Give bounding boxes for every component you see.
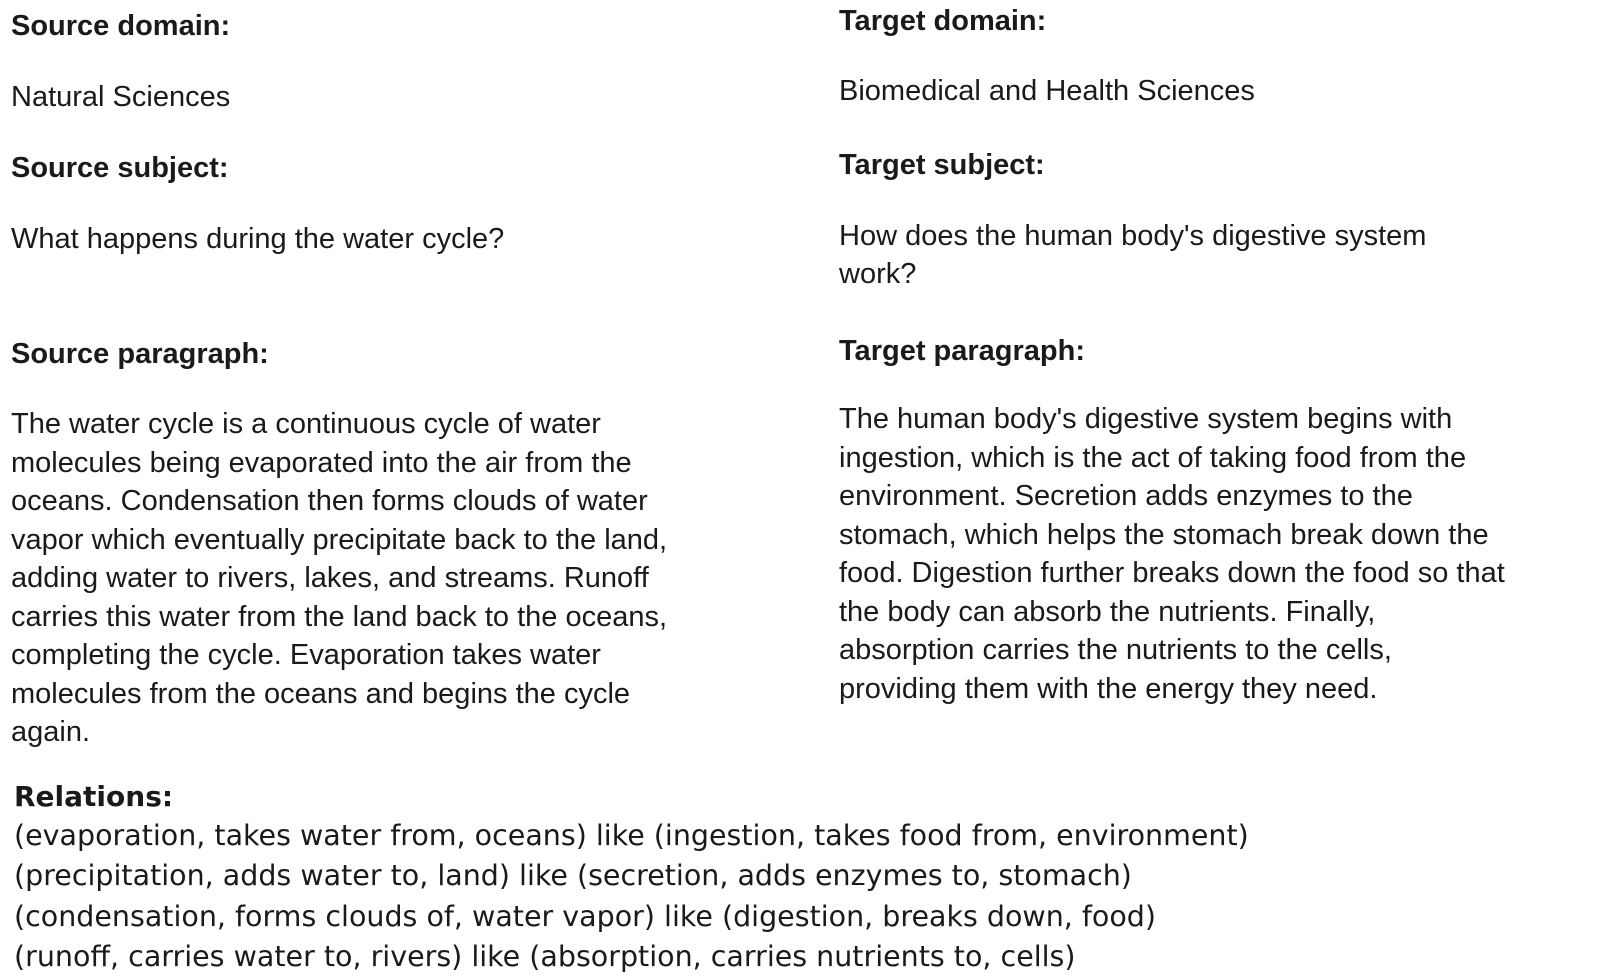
source-paragraph-label: Source paragraph: — [11, 338, 269, 370]
target-paragraph-line: stomach, which helps the stomach break down the — [839, 518, 1489, 551]
source-paragraph-line: molecules being evaporated into the air from the — [11, 446, 632, 479]
source-paragraph — [11, 405, 791, 752]
target-subject-label: Target subject: — [839, 149, 1045, 181]
target-paragraph-line: absorption carries the nutrients to the cells, — [839, 634, 1392, 666]
target-domain-label: Target domain: — [839, 5, 1047, 37]
target-paragraph-line: environment. Secretion adds enzymes to the — [839, 480, 1413, 512]
relation-line: (evaporation, takes water from, oceans) like (ingestion, takes food from, environment) — [14, 819, 1249, 852]
source-paragraph-line: again. — [11, 716, 91, 748]
relation-line: (runoff, carries water to, rivers) like (absorption, carries nutrients to, cells) — [14, 939, 1076, 973]
target-paragraph-label: Target paragraph: — [839, 335, 1086, 367]
target-subject-value — [839, 217, 1614, 293]
source-paragraph-line: adding water to rivers, lakes, and streams. Runoff — [11, 562, 649, 594]
relations-section — [14, 778, 1604, 977]
target-domain-value: Biomedical and Health Sciences — [839, 75, 1255, 107]
source-subject-label: Source subject: — [11, 152, 229, 184]
target-paragraph — [839, 400, 1614, 708]
source-paragraph-line: molecules from the oceans and begins the cycle — [11, 677, 631, 710]
source-domain-value: Natural Sciences — [11, 81, 231, 113]
target-paragraph-line: food. Digestion further breaks down the food so that — [839, 557, 1505, 589]
target-paragraph-line: providing them with the energy they need. — [839, 672, 1378, 705]
target-paragraph-line: The human body's digestive system begins with — [839, 403, 1453, 435]
target-subject-line: How does the human body's digestive system — [839, 220, 1427, 252]
source-subject-value: What happens during the water cycle? — [11, 223, 505, 255]
source-paragraph-line: completing the cycle. Evaporation takes water — [11, 639, 601, 671]
relation-line: (condensation, forms clouds of, water vapor) like (digestion, breaks down, food) — [14, 899, 1157, 933]
source-paragraph-line: oceans. Condensation then forms clouds of water — [11, 485, 648, 517]
target-paragraph-line: ingestion, which is the act of taking food from the — [839, 441, 1467, 474]
relations-label: Relations: — [14, 780, 174, 813]
source-paragraph-line: vapor which eventually precipitate back to the land, — [11, 523, 668, 556]
relation-line: (precipitation, adds water to, land) like (secretion, adds enzymes to, stomach) — [14, 859, 1132, 893]
target-paragraph-line: the body can absorb the nutrients. Finally, — [839, 595, 1376, 628]
target-subject-line: work? — [839, 258, 917, 290]
source-paragraph-line: carries this water from the land back to the oceans, — [11, 600, 668, 633]
source-paragraph-line: The water cycle is a continuous cycle of water — [11, 408, 601, 440]
source-domain-label: Source domain: — [11, 10, 231, 42]
